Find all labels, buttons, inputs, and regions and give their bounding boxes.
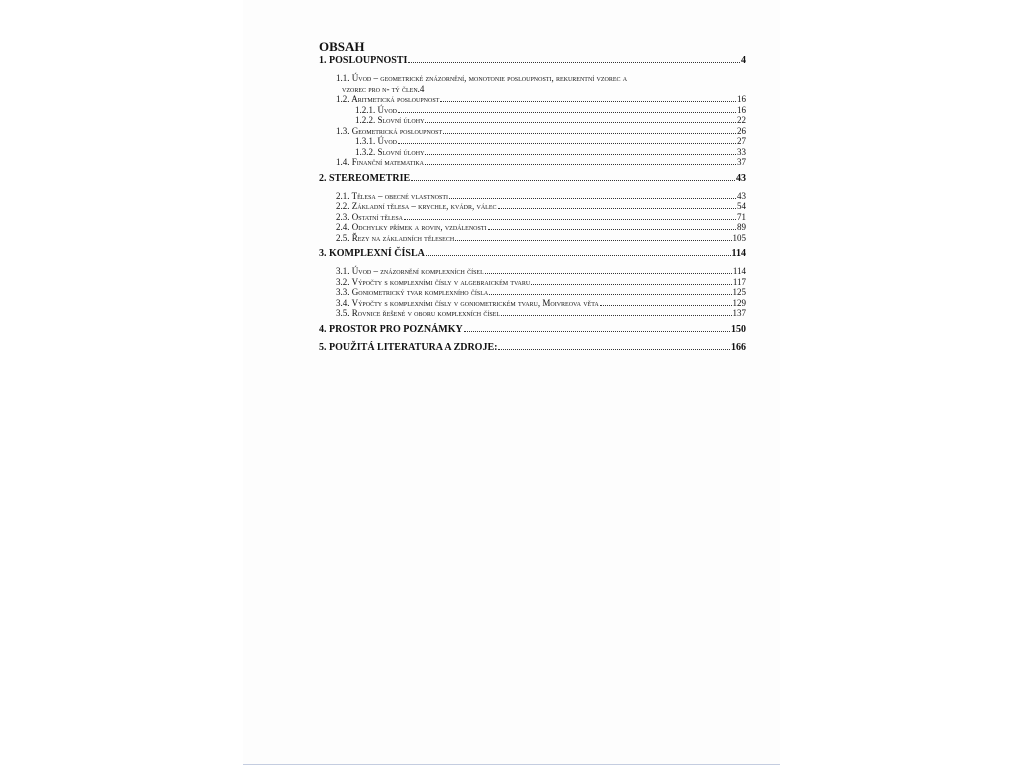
toc-page-number: 129: [732, 297, 746, 308]
toc-leader-dots: [455, 239, 731, 241]
toc-section-label: 2. STEREOMETRIE: [319, 172, 411, 184]
toc-entry-label: 1.3.2. Slovní úlohy: [355, 146, 425, 157]
toc-page-number: 105: [732, 232, 746, 243]
toc-section-1[interactable]: [319, 55, 746, 67]
toc-leader-dots: [489, 293, 731, 295]
toc-entry-3-5[interactable]: [319, 308, 746, 319]
toc-leader-dots: [485, 272, 732, 274]
toc-entry-2-3[interactable]: [319, 212, 746, 223]
toc-entry-2-5[interactable]: [319, 233, 746, 244]
toc-page-number: 43: [736, 172, 746, 184]
toc-entry-1-2-1[interactable]: [319, 105, 746, 116]
toc-entry-3-1[interactable]: [319, 266, 746, 277]
toc-entry-3-4[interactable]: [319, 298, 746, 309]
toc-leader-dots: [411, 179, 735, 181]
toc-leader-dots: [443, 132, 736, 134]
toc-entry-1-4[interactable]: [319, 157, 746, 168]
page-bottom-edge: [243, 764, 780, 765]
toc-page-number: 33: [737, 146, 746, 157]
toc-leader-dots: [425, 163, 736, 165]
toc-entry-3-3[interactable]: [319, 287, 746, 298]
toc-page-number: 22: [737, 115, 746, 125]
toc-entry-3-2[interactable]: [319, 277, 746, 288]
table-of-contents: [319, 39, 746, 360]
toc-entry-label: 2.5. Řezy na základních tělesech: [336, 232, 455, 243]
toc-page-number: 4: [419, 83, 425, 94]
toc-page-number: 125: [732, 287, 746, 297]
toc-page-number: 89: [737, 222, 746, 232]
toc-entry-1-3-2[interactable]: [319, 147, 746, 158]
toc-entry-label: 2.4. Odchylky přímek a rovin, vzdálenosti: [336, 222, 487, 232]
toc-leader-dots: [404, 218, 736, 220]
toc-leader-dots: [449, 197, 736, 199]
toc-section-label: 4. PROSTOR PRO POZNÁMKY: [319, 323, 463, 335]
toc-entry-label: 1.2.2. Slovní úlohy: [355, 115, 425, 125]
toc-entry-1-1[interactable]: [319, 73, 746, 94]
toc-entry-label: 1.3.1. Úvod: [355, 136, 397, 146]
toc-entry-label: 3.4. Výpočty s komplexními čísly v goniometrickém tvaru, Moivreova věta: [336, 297, 599, 308]
toc-leader-dots: [398, 142, 736, 144]
toc-entry-1-2[interactable]: [319, 94, 746, 105]
toc-leader-dots: [488, 228, 737, 230]
toc-entry-2-2[interactable]: [319, 201, 746, 212]
toc-page-number: 16: [737, 94, 746, 104]
toc-entry-label: 3.5. Rovnice řešené v oboru komplexních čísel: [336, 308, 501, 318]
toc-entry-label: 3.1. Úvod – znázornění komplexních čísel: [336, 266, 484, 276]
toc-page-number: 4: [741, 55, 746, 66]
toc-entry-1-3-1[interactable]: [319, 136, 746, 147]
toc-page-number: 114: [731, 248, 746, 259]
toc-entry-label-continued: vzorec pro n- tý člen.: [342, 83, 420, 94]
toc-page-number: 54: [737, 201, 746, 211]
toc-title: OBSAH: [319, 39, 365, 54]
toc-entry-label: 2.1. Tělesa – obecné vlastnosti: [336, 190, 448, 201]
toc-section-label: 5. POUŽITÁ LITERATURA A ZDROJE:: [319, 341, 498, 353]
toc-page-number: 37: [737, 157, 746, 167]
toc-page-number: 16: [737, 104, 746, 115]
toc-leader-dots: [501, 314, 731, 316]
toc-entry-label: 1.1. Úvod – geometrické znázornění, monotonie posloupnosti, rekurentní vzorec a: [336, 73, 628, 83]
toc-entry-1-3[interactable]: [319, 126, 746, 137]
toc-entry-label: 1.2. Aritmetická posloupnost: [336, 94, 440, 104]
toc-entry-label: 1.4. Finanční matematika: [336, 157, 425, 167]
toc-leader-dots: [498, 348, 730, 350]
toc-entry-label: 1.2.1. Úvod: [355, 104, 397, 115]
toc-page-number: 150: [731, 323, 746, 335]
toc-entry-1-2-2[interactable]: [319, 115, 746, 126]
toc-section-label: 1. POSLOUPNOSTI: [319, 55, 408, 66]
toc-entry-label: 2.2. Základní tělesa – krychle, kvádr, válec: [336, 201, 497, 211]
toc-entry-label: 3.3. Goniometrický tvar komplexního čísla: [336, 287, 489, 297]
toc-leader-dots: [425, 153, 736, 155]
toc-section-3[interactable]: [319, 248, 746, 260]
toc-section-label: 3. KOMPLEXNÍ ČÍSLA: [319, 248, 425, 259]
toc-leader-dots: [440, 100, 736, 102]
toc-entry-2-4[interactable]: [319, 222, 746, 233]
toc-page-number: 27: [737, 136, 746, 146]
toc-leader-dots: [398, 111, 736, 113]
toc-leader-dots: [408, 61, 740, 63]
toc-page-number: 137: [732, 308, 746, 318]
toc-entry-label: 2.3. Ostatní tělesa: [336, 211, 404, 222]
toc-leader-dots: [498, 207, 737, 209]
toc-entry-2-1[interactable]: [319, 191, 746, 202]
toc-page-number: 71: [737, 211, 746, 222]
toc-entry-label: 3.2. Výpočty s komplexními čísly v algebraickém tvaru: [336, 276, 531, 287]
toc-leader-dots: [600, 304, 732, 306]
toc-page-number: 26: [737, 125, 746, 136]
toc-leader-dots: [426, 254, 731, 256]
toc-page-number: 166: [731, 341, 746, 353]
toc-entry-label: 1.3. Geometrická posloupnost: [336, 125, 443, 136]
toc-section-2[interactable]: [319, 173, 746, 185]
toc-section-5[interactable]: [319, 342, 746, 354]
toc-leader-dots: [464, 330, 730, 332]
toc-section-4[interactable]: [319, 324, 746, 336]
toc-page-number: 117: [732, 276, 746, 287]
toc-leader-dots: [531, 283, 732, 285]
toc-page-number: 43: [737, 190, 746, 201]
toc-leader-dots: [425, 121, 736, 123]
toc-page-number: 114: [732, 266, 746, 276]
